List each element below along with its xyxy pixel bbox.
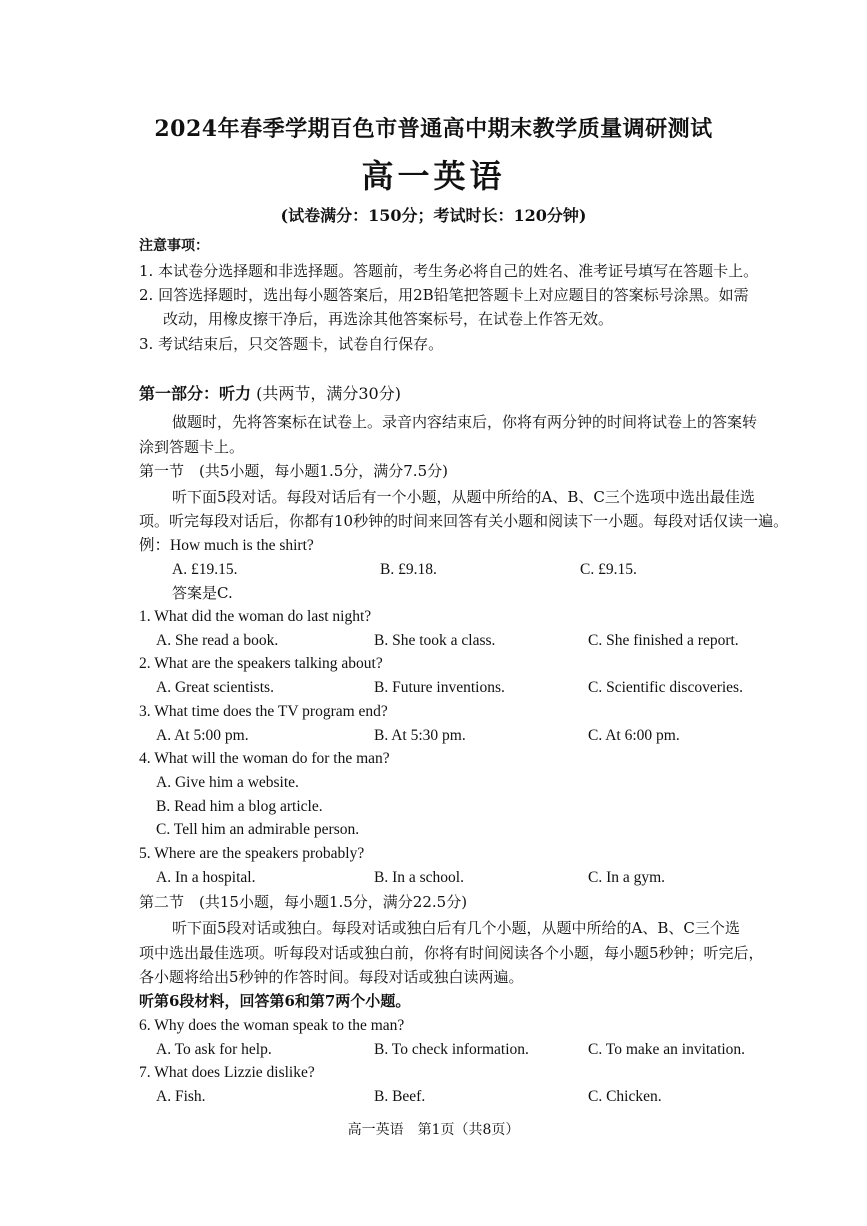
example-option-b: B. £9.18. <box>380 561 437 578</box>
q6-option-b: B. To check information. <box>374 1041 529 1058</box>
q5-option-b: B. In a school. <box>374 869 464 886</box>
page-footer: 高一英语 第1页（共8页） <box>347 1122 520 1138</box>
section2-intro: 项中选出最佳选项。听每段对话或独白前，你将有时间阅读各个小题，每小题5秒钟；听完后， <box>139 944 764 962</box>
q1-option-a: A. She read a book. <box>156 632 279 649</box>
example-question: 例：How much is the shirt? <box>139 537 314 554</box>
note-item: 1. 本试卷分选择题和非选择题。答题前，考生务必将自己的姓名、准考证号填写在答题卡上。 <box>139 262 759 280</box>
q7-option-b: B. Beef. <box>374 1088 426 1105</box>
q3-option-c: C. At 6:00 pm. <box>588 727 680 744</box>
question-2: 2. What are the speakers talking about? <box>139 655 383 672</box>
q2-option-c: C. Scientific discoveries. <box>588 679 743 696</box>
material-note: 听第6段材料，回答第6和第7两个小题。 <box>139 992 411 1010</box>
q3-option-b: B. At 5:30 pm. <box>374 727 466 744</box>
note-item: 2. 回答选择题时，选出每小题答案后，用2B铅笔把答题卡上对应题目的答案标号涂黑。如需 <box>139 286 749 304</box>
part1-intro: 涂到答题卡上。 <box>139 438 245 456</box>
exam-info: (试卷满分：150分；考试时长：120分钟) <box>280 206 587 225</box>
exam-title: 2024年春季学期百色市普通高中期末教学质量调研测试 <box>154 116 713 142</box>
section2-intro: 听下面5段对话或独白。每段对话或独白后有几个小题，从题中所给的A、B、C三个选 <box>172 919 740 937</box>
q1-option-b: B. She took a class. <box>374 632 496 649</box>
q6-option-c: C. To make an invitation. <box>588 1041 746 1058</box>
section2-heading: 第二节 (共15小题，每小题1.5分，满分22.5分) <box>139 893 468 911</box>
q2-option-a: A. Great scientists. <box>156 679 274 696</box>
q7-option-c: C. Chicken. <box>588 1088 662 1105</box>
section1-intro: 听下面5段对话。每段对话后有一个小题，从题中所给的A、B、C三个选项中选出最佳选 <box>172 488 755 506</box>
part1-heading-title: 第一部分：听力 <box>139 384 252 403</box>
q2-option-b: B. Future inventions. <box>374 679 505 696</box>
notes-heading: 注意事项： <box>139 238 209 254</box>
part1-heading-score: (共两节，满分30分) <box>256 384 401 403</box>
question-7: 7. What does Lizzie dislike? <box>139 1064 315 1081</box>
q4-option-a: A. Give him a website. <box>156 774 299 791</box>
example-option-c: C. £9.15. <box>580 561 637 578</box>
q7-option-a: A. Fish. <box>156 1088 206 1105</box>
example-option-a: A. £19.15. <box>172 561 238 578</box>
question-5: 5. Where are the speakers probably? <box>139 845 365 862</box>
note-item: 3. 考试结束后，只交答题卡，试卷自行保存。 <box>139 335 444 353</box>
q5-option-c: C. In a gym. <box>588 869 666 886</box>
section1-heading: 第一节 (共5小题，每小题1.5分，满分7.5分) <box>139 462 448 480</box>
question-1: 1. What did the woman do last night? <box>139 608 372 625</box>
part1-heading <box>139 384 401 404</box>
q4-option-c: C. Tell him an admirable person. <box>156 821 360 838</box>
section1-intro: 项。听完每段对话后，你都有10秒钟的时间来回答有关小题和阅读下一小题。每段对话仅读一遍。 <box>139 512 789 530</box>
example-answer: 答案是C. <box>172 584 233 602</box>
section2-intro: 各小题将给出5秒钟的作答时间。每段对话或独白读两遍。 <box>139 968 524 986</box>
question-6: 6. Why does the woman speak to the man? <box>139 1017 405 1034</box>
q1-option-c: C. She finished a report. <box>588 632 739 649</box>
q5-option-a: A. In a hospital. <box>156 869 256 886</box>
q6-option-a: A. To ask for help. <box>156 1041 272 1058</box>
subject-title: 高一英语 <box>361 157 506 195</box>
q4-option-b: B. Read him a blog article. <box>156 798 323 815</box>
question-4: 4. What will the woman do for the man? <box>139 750 390 767</box>
q3-option-a: A. At 5:00 pm. <box>156 727 249 744</box>
question-3: 3. What time does the TV program end? <box>139 703 388 720</box>
note-item: 改动，用橡皮擦干净后，再选涂其他答案标号，在试卷上作答无效。 <box>163 310 614 328</box>
part1-intro: 做题时，先将答案标在试卷上。录音内容结束后，你将有两分钟的时间将试卷上的答案转 <box>172 413 758 431</box>
